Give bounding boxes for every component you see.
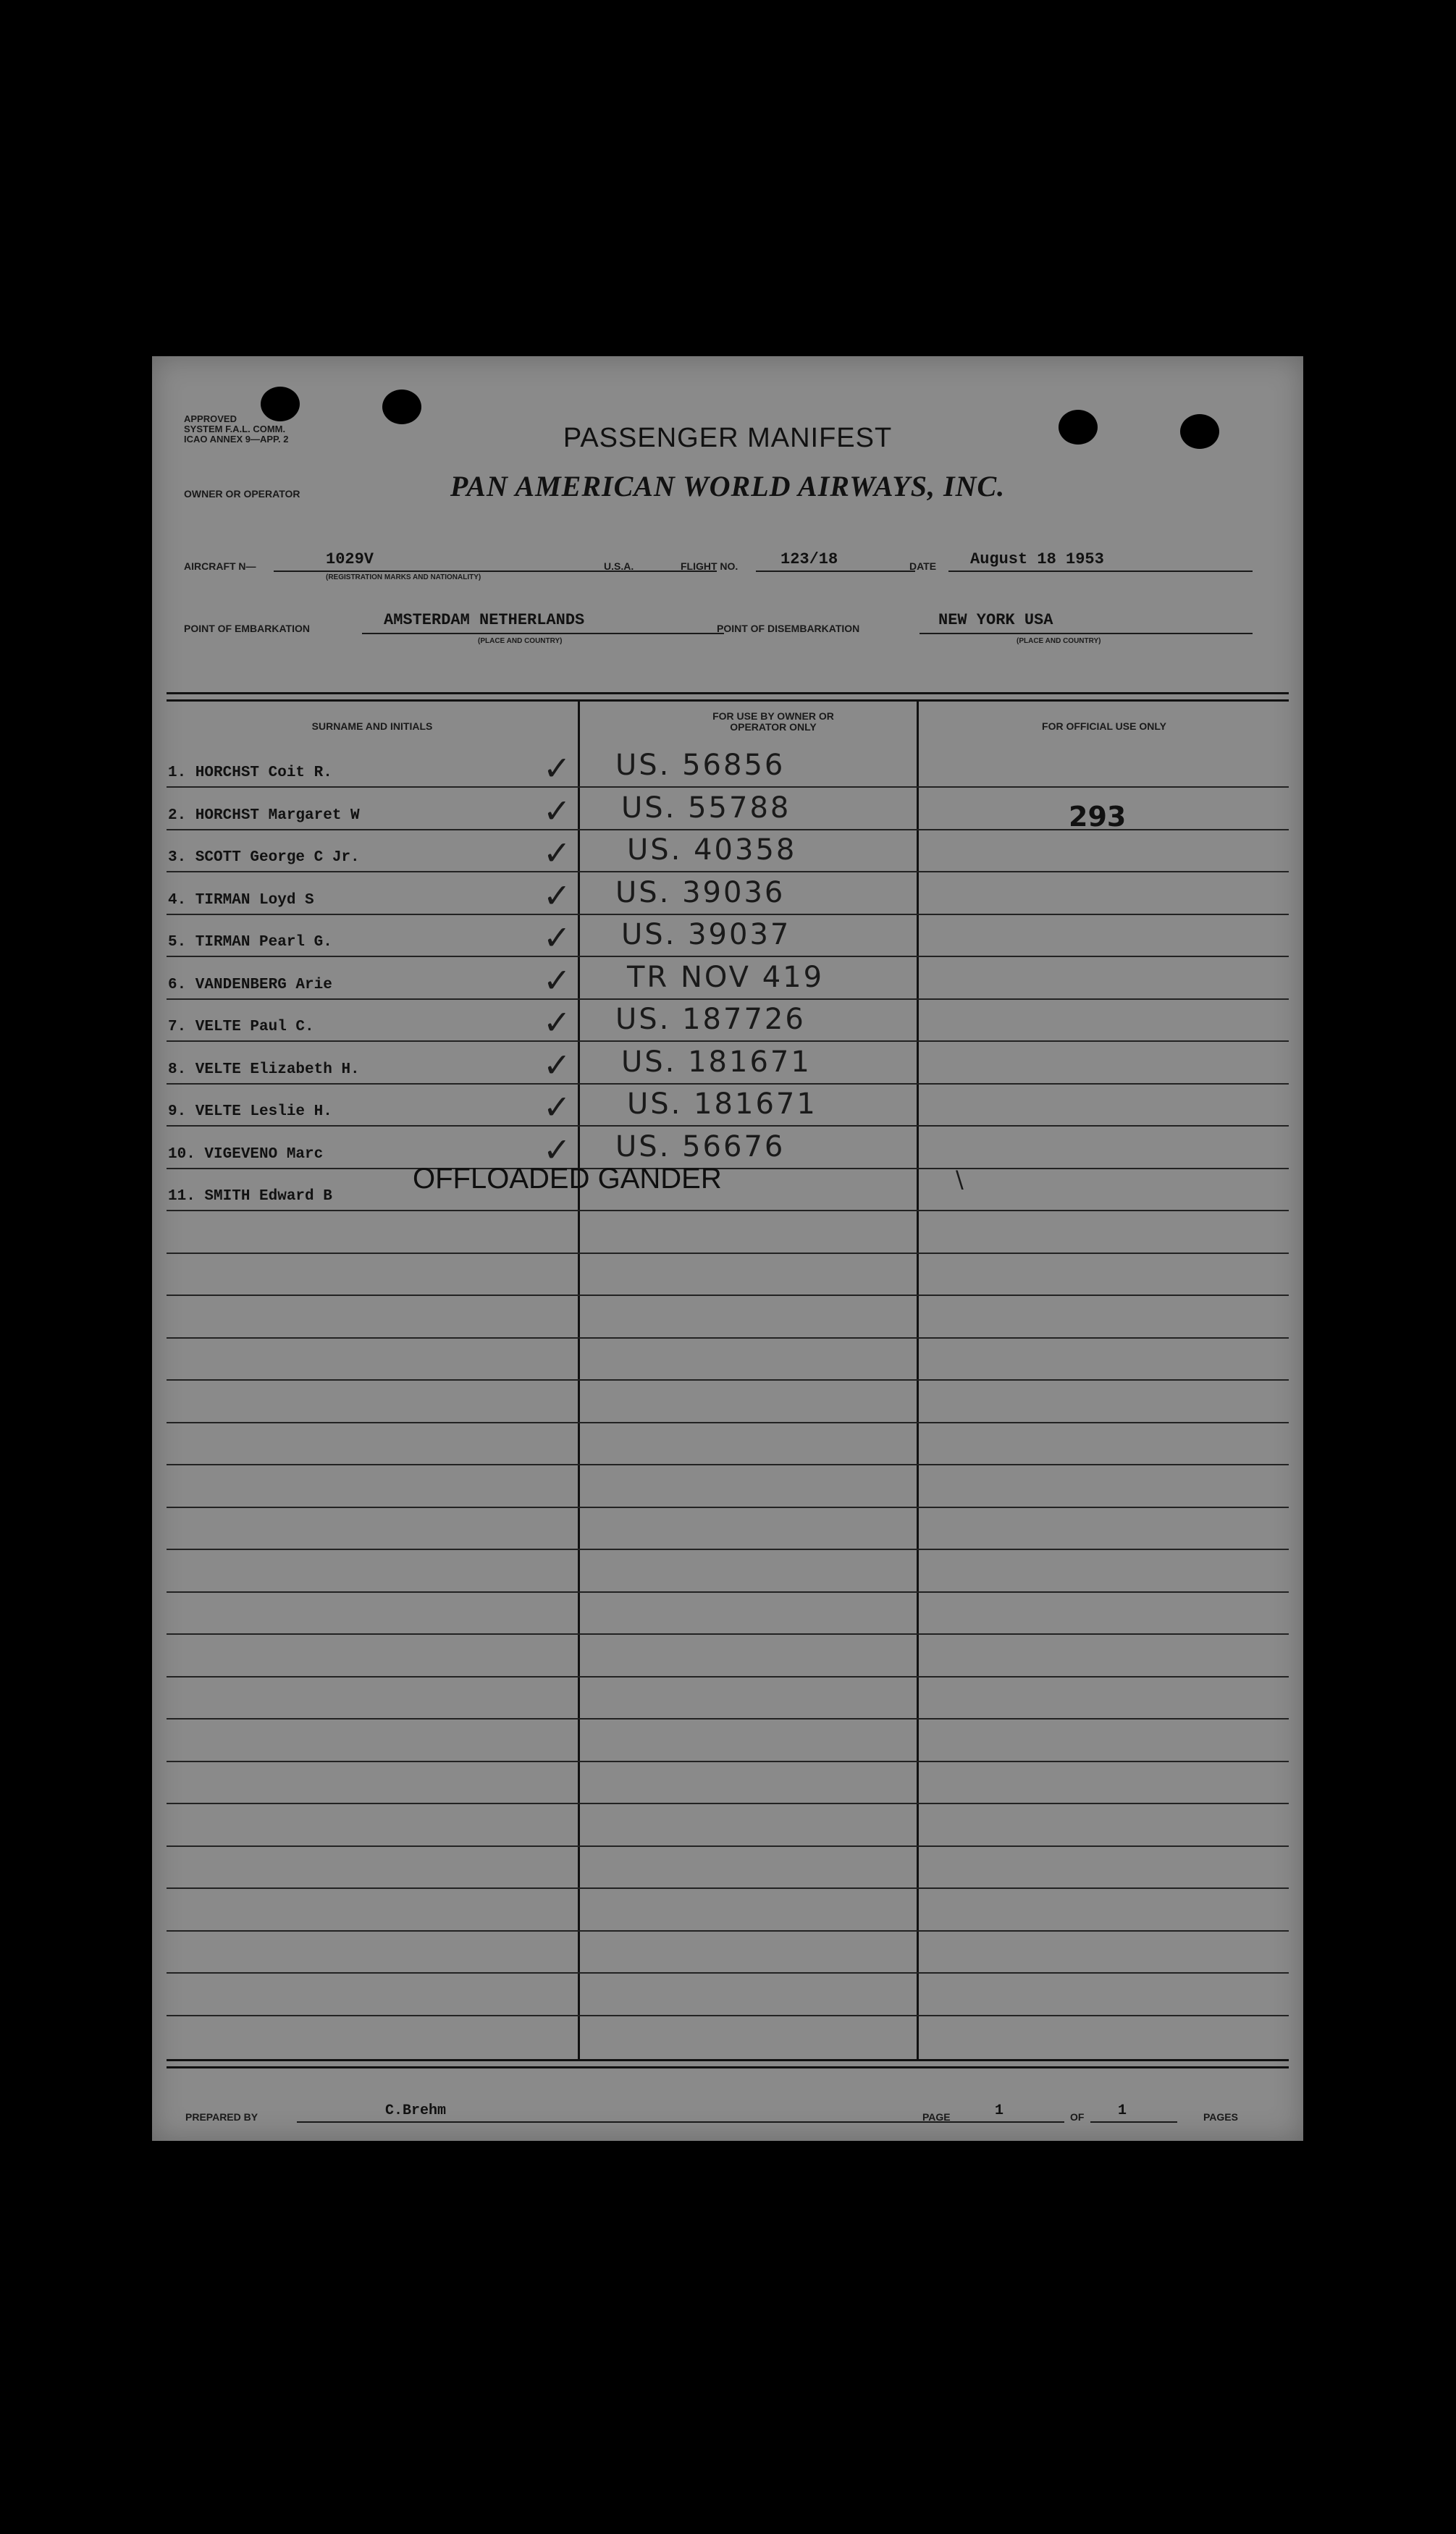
passport-note: US. 40358 bbox=[627, 833, 797, 867]
owner-label: OWNER OR OPERATOR bbox=[184, 488, 300, 500]
official-mark: \ bbox=[956, 1166, 966, 1193]
passport-note: US. 56676 bbox=[615, 1130, 786, 1163]
table-row-line bbox=[167, 1168, 1289, 1169]
col-header-owner-use: FOR USE BY OWNER OR OPERATOR ONLY bbox=[712, 710, 834, 733]
table-row-line bbox=[167, 786, 1289, 788]
table-row-line bbox=[167, 1761, 1289, 1762]
table-row-line bbox=[167, 1803, 1289, 1804]
disembark-label: POINT OF DISEMBARKATION bbox=[717, 623, 860, 634]
table-row-line bbox=[167, 1253, 1289, 1254]
table-bottom-rule bbox=[167, 2059, 1289, 2061]
check-mark: ✓ bbox=[543, 833, 571, 872]
disembark-sublabel: (PLACE AND COUNTRY) bbox=[1017, 637, 1101, 645]
table-row-line bbox=[167, 1379, 1289, 1381]
embark-label: POINT OF EMBARKATION bbox=[184, 623, 310, 634]
table-row-line bbox=[167, 1507, 1289, 1508]
table-row-line bbox=[167, 871, 1289, 872]
embark-value: AMSTERDAM NETHERLANDS bbox=[384, 611, 585, 629]
table-row-line bbox=[167, 1676, 1289, 1678]
passport-note: US. 181671 bbox=[621, 1045, 812, 1079]
table-row-line bbox=[167, 1549, 1289, 1550]
date-underline bbox=[948, 571, 1253, 572]
check-mark: ✓ bbox=[543, 791, 571, 830]
disembark-underline bbox=[920, 633, 1253, 634]
passport-note: US. 39036 bbox=[615, 876, 786, 909]
approval-line: APPROVED bbox=[184, 413, 237, 424]
passenger-name: 6. VANDENBERG Arie bbox=[168, 977, 332, 993]
table-row-line bbox=[167, 1337, 1289, 1339]
manifest-sheet bbox=[152, 356, 1303, 2141]
table-top-rule bbox=[167, 692, 1289, 694]
table-row-line bbox=[167, 1887, 1289, 1889]
check-mark: ✓ bbox=[543, 1045, 571, 1085]
passport-note: US. 187726 bbox=[615, 1003, 806, 1036]
aircraft-underline bbox=[274, 571, 717, 572]
passenger-name: 2. HORCHST Margaret W bbox=[168, 807, 360, 824]
approval-line: SYSTEM F.A.L. COMM. bbox=[184, 424, 286, 434]
table-row-line bbox=[167, 1972, 1289, 1974]
col-header-surname: SURNAME AND INITIALS bbox=[311, 720, 433, 732]
of-underline bbox=[1090, 2121, 1177, 2123]
table-row-line bbox=[167, 1422, 1289, 1423]
punch-hole bbox=[382, 390, 421, 424]
aircraft-value: 1029V bbox=[326, 550, 374, 568]
passport-note: US. 181671 bbox=[627, 1087, 817, 1121]
official-number: 293 bbox=[1069, 801, 1127, 833]
date-value: August 18 1953 bbox=[970, 550, 1104, 568]
table-row-line bbox=[167, 1295, 1289, 1296]
check-mark: ✓ bbox=[543, 749, 571, 788]
of-value: 1 bbox=[1118, 2102, 1127, 2119]
table-row-line bbox=[167, 1040, 1289, 1042]
flight-label: FLIGHT NO. bbox=[681, 560, 738, 572]
aircraft-label: AIRCRAFT N— bbox=[184, 560, 256, 572]
col-header-official-use: FOR OFFICIAL USE ONLY bbox=[1042, 720, 1166, 732]
table-row-line bbox=[167, 956, 1289, 957]
passport-note: US. 55788 bbox=[621, 791, 791, 825]
disembark-value: NEW YORK USA bbox=[938, 611, 1053, 629]
prepared-label: PREPARED BY bbox=[185, 2111, 258, 2123]
passenger-name: 7. VELTE Paul C. bbox=[168, 1019, 314, 1035]
table-bottom-rule bbox=[167, 2066, 1289, 2068]
table-row-line bbox=[167, 1591, 1289, 1593]
table-row-line bbox=[167, 1210, 1289, 1211]
check-mark: ✓ bbox=[543, 1087, 571, 1127]
table-row-line bbox=[167, 1125, 1289, 1127]
page-label: PAGE bbox=[922, 2111, 951, 2123]
passenger-name: 1. HORCHST Coit R. bbox=[168, 765, 332, 781]
passenger-name: 11. SMITH Edward B bbox=[168, 1188, 332, 1205]
passenger-name: 4. TIRMAN Loyd S bbox=[168, 892, 314, 909]
passenger-name: 10. VIGEVENO Marc bbox=[168, 1146, 324, 1163]
flight-value: 123/18 bbox=[780, 550, 838, 568]
table-row-line bbox=[167, 1083, 1289, 1085]
table-row-line bbox=[167, 2015, 1289, 2016]
page-value: 1 bbox=[995, 2102, 1004, 2119]
embark-underline bbox=[362, 633, 724, 634]
table-row-line bbox=[167, 1930, 1289, 1932]
passport-note: US. 39037 bbox=[621, 918, 791, 951]
passport-note: TR NOV 419 bbox=[627, 961, 825, 994]
check-mark: ✓ bbox=[543, 961, 571, 1000]
table-row-line bbox=[167, 914, 1289, 915]
approval-line: ICAO ANNEX 9—APP. 2 bbox=[184, 434, 289, 445]
of-label: OF bbox=[1070, 2111, 1085, 2123]
page-title: PASSENGER MANIFEST bbox=[563, 423, 893, 453]
passenger-name: 5. TIRMAN Pearl G. bbox=[168, 934, 332, 951]
passenger-name: 3. SCOTT George C Jr. bbox=[168, 849, 360, 866]
aircraft-sublabel: (REGISTRATION MARKS AND NATIONALITY) bbox=[326, 573, 481, 581]
check-mark: ✓ bbox=[543, 1130, 571, 1169]
offloaded-stamp: OFFLOADED GANDER bbox=[413, 1163, 722, 1195]
embark-sublabel: (PLACE AND COUNTRY) bbox=[478, 637, 563, 645]
pages-label: PAGES bbox=[1203, 2111, 1238, 2123]
table-row-line bbox=[167, 998, 1289, 1000]
table-row-line bbox=[167, 1464, 1289, 1465]
check-mark: ✓ bbox=[543, 876, 571, 915]
check-mark: ✓ bbox=[543, 1003, 571, 1042]
passport-note: US. 56856 bbox=[615, 749, 786, 782]
passenger-name: 8. VELTE Elizabeth H. bbox=[168, 1061, 360, 1078]
table-row-line bbox=[167, 1718, 1289, 1720]
prepared-value: C.Brehm bbox=[385, 2102, 447, 2119]
table-row-line bbox=[167, 1845, 1289, 1847]
flight-underline bbox=[756, 571, 915, 572]
check-mark: ✓ bbox=[543, 918, 571, 957]
passenger-name: 9. VELTE Leslie H. bbox=[168, 1103, 332, 1120]
date-label: DATE bbox=[909, 560, 937, 572]
nationality-label: U.S.A. bbox=[604, 560, 634, 572]
company-name: PAN AMERICAN WORLD AIRWAYS, INC. bbox=[450, 470, 1006, 502]
table-top-rule bbox=[167, 699, 1289, 702]
table-row-line bbox=[167, 1633, 1289, 1635]
